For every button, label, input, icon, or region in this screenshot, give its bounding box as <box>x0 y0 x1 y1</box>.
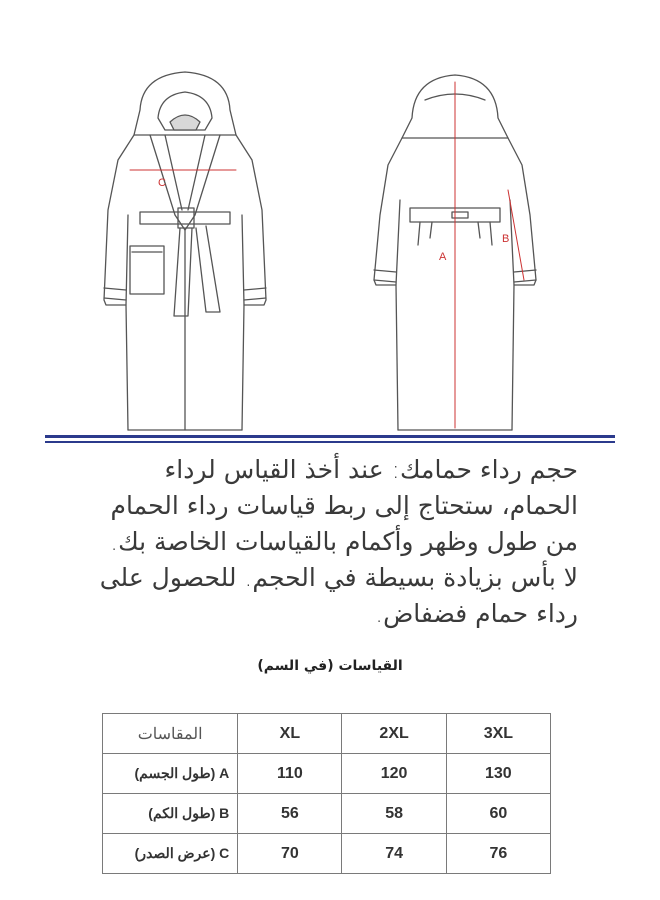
measure-line-b <box>508 190 524 280</box>
table-cell: 110 <box>238 754 342 794</box>
table-title: القياسات (في السم) <box>257 658 403 674</box>
marker-b: B <box>502 233 510 245</box>
row-label-b: B (طول الكم) <box>103 794 238 834</box>
table-cell: 70 <box>238 834 342 874</box>
size-header-xl: XL <box>238 714 342 754</box>
description-line: رداء حمام فضفاض. <box>375 599 578 628</box>
table-cell: 56 <box>238 794 342 834</box>
size-description <box>50 452 578 632</box>
table-cell: 120 <box>342 754 446 794</box>
description-line: من طول وظهر وأكمام بالقياسات الخاصة بك. <box>110 527 578 556</box>
description-line: حجم رداء حمامك: عند أخذ القياس لرداء <box>164 455 578 484</box>
table-cell: 58 <box>342 794 446 834</box>
table-row <box>103 834 551 874</box>
size-header-3xl: 3XL <box>446 714 550 754</box>
table-header-row <box>103 714 551 754</box>
robe-front-drawing <box>104 72 266 430</box>
table-cell: 76 <box>446 834 550 874</box>
corner-header: المقاسات <box>103 714 238 754</box>
table-cell: 74 <box>342 834 446 874</box>
description-line: لا بأس بزيادة بسيطة في الحجم. للحصول على <box>99 563 578 592</box>
table-row <box>103 754 551 794</box>
row-label-a: A (طول الجسم) <box>103 754 238 794</box>
table-cell: 60 <box>446 794 550 834</box>
section-divider <box>45 435 615 444</box>
table-row <box>103 794 551 834</box>
row-label-c: C (عرض الصدر) <box>103 834 238 874</box>
marker-a: A <box>439 251 447 263</box>
marker-c: C <box>158 177 166 189</box>
size-table <box>102 713 551 874</box>
table-cell: 130 <box>446 754 550 794</box>
description-line: الحمام، ستحتاج إلى ربط قياسات رداء الحمام <box>110 491 578 520</box>
size-header-2xl: 2XL <box>342 714 446 754</box>
robe-illustration <box>0 0 660 440</box>
